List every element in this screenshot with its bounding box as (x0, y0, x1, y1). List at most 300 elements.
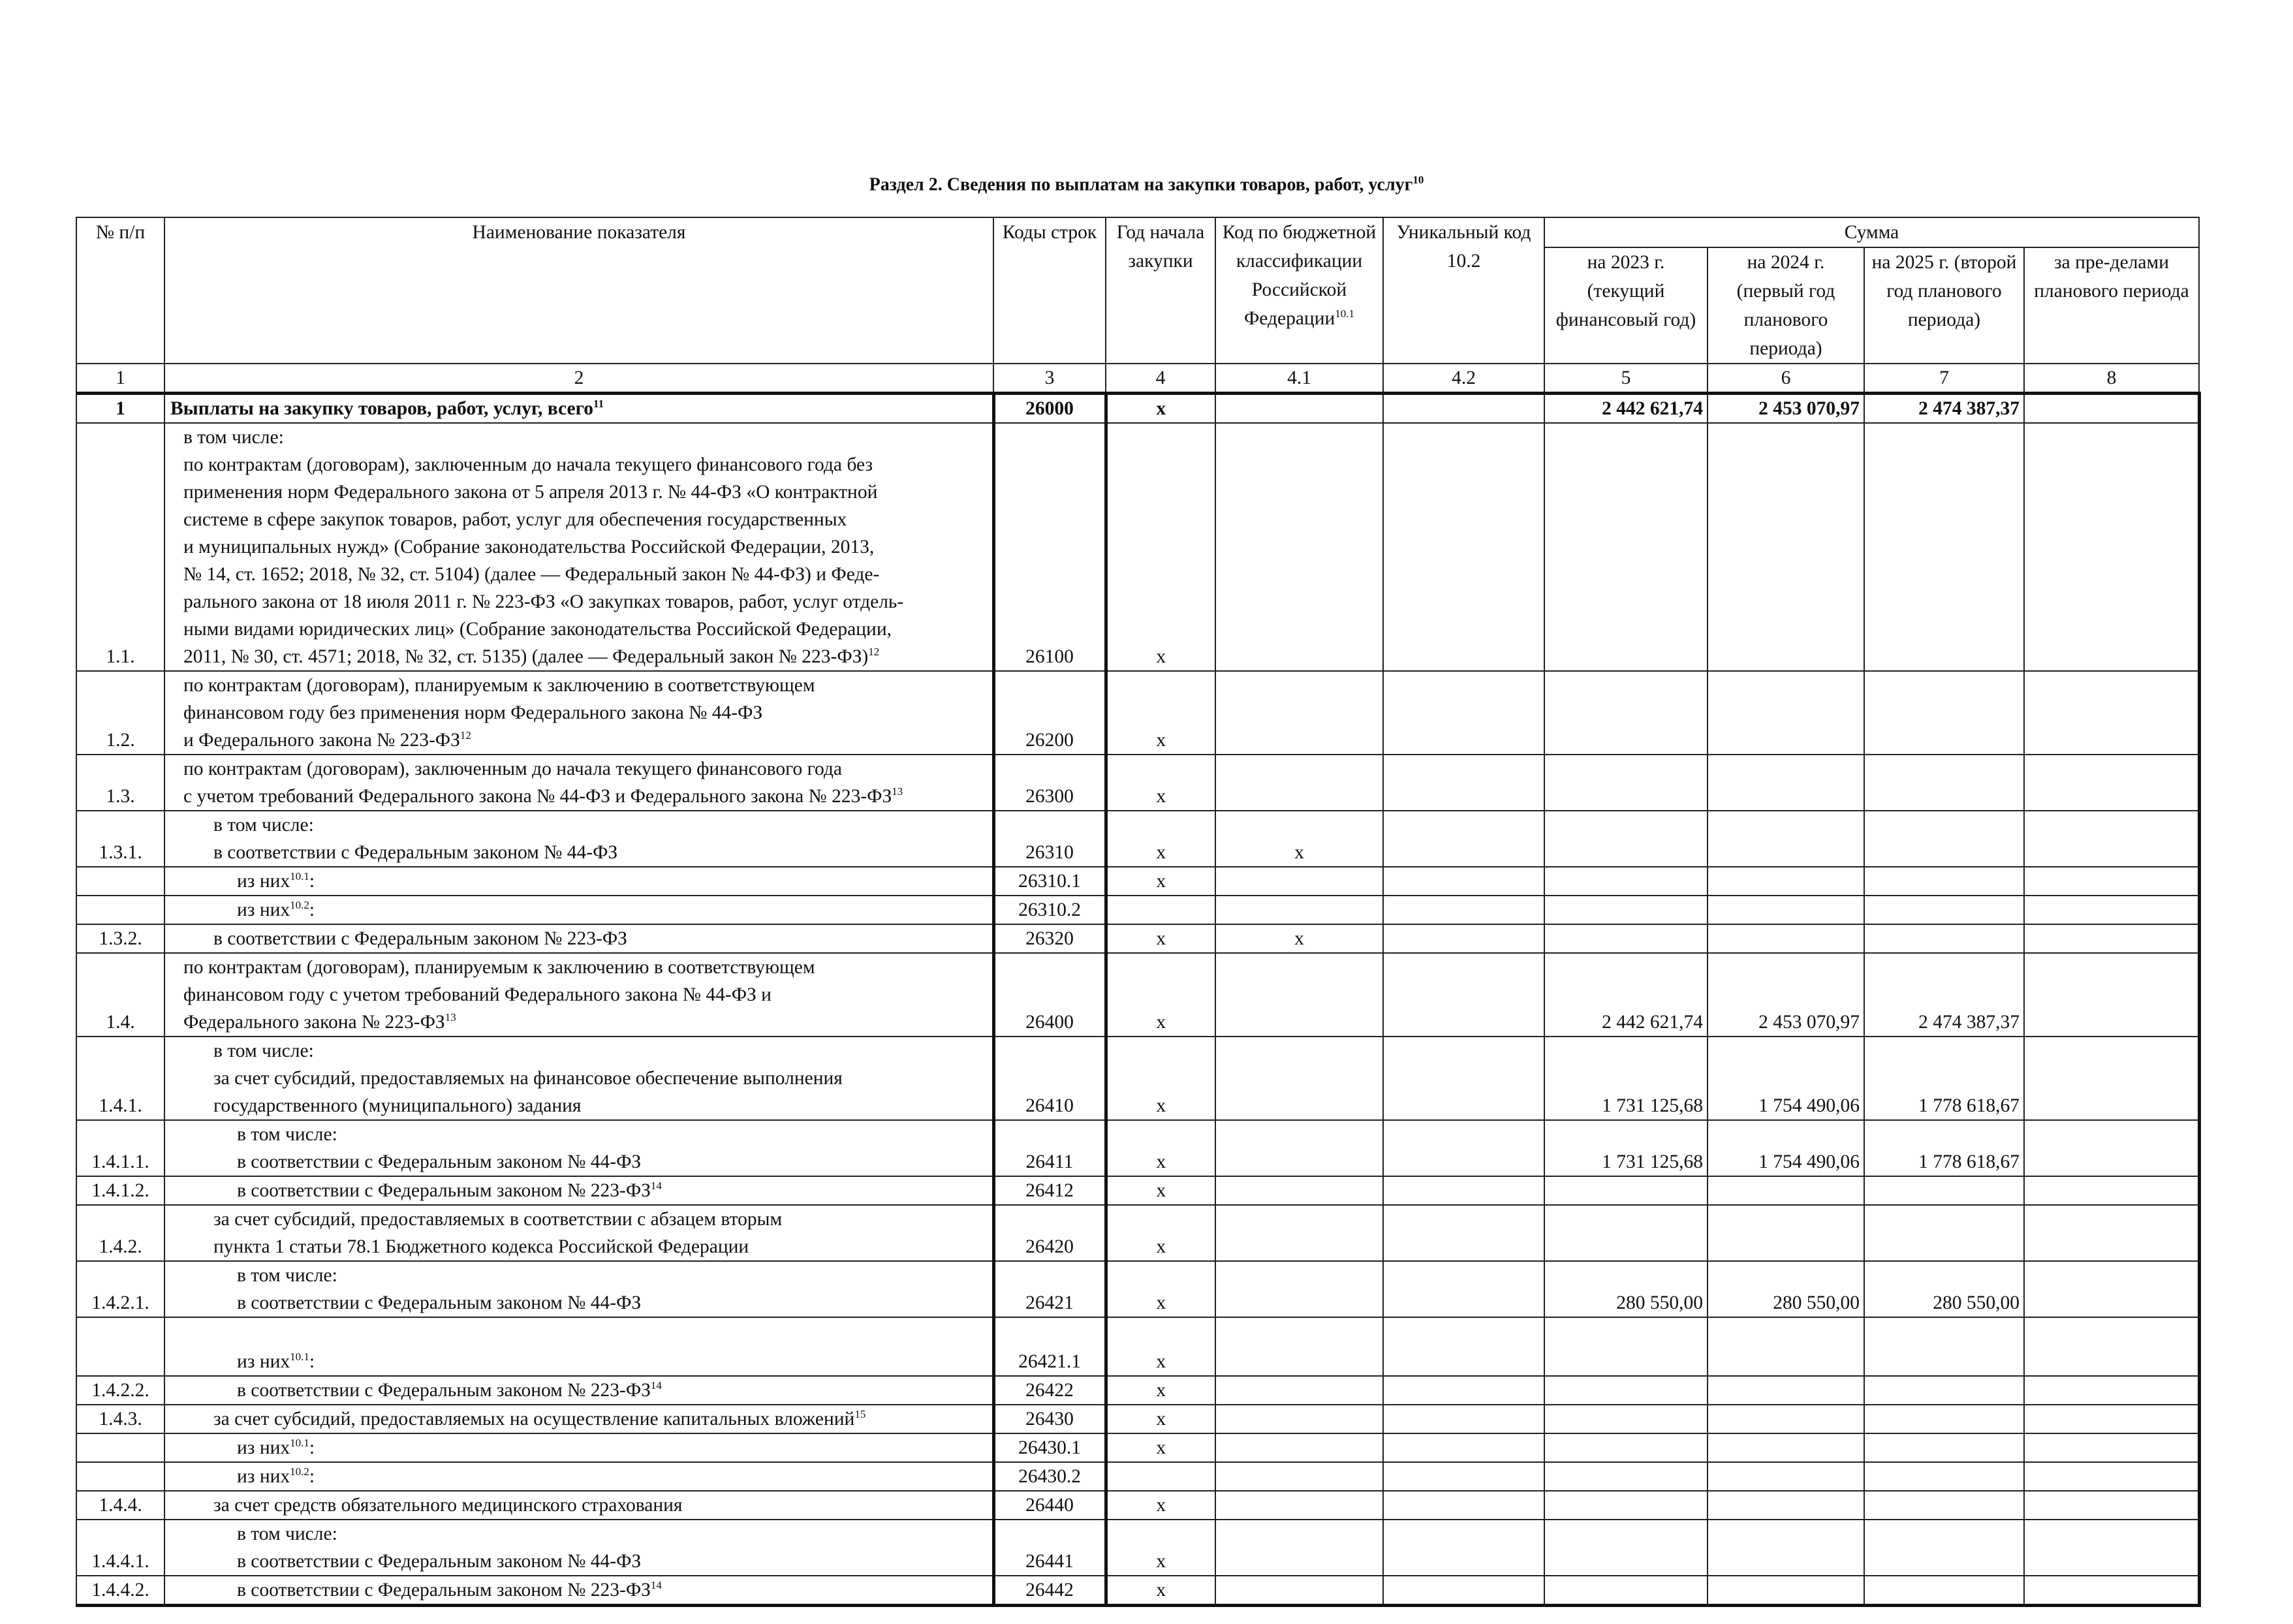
row-name-line: в том числе: (237, 1124, 337, 1145)
row-kbk (1215, 1317, 1383, 1376)
row-sum-2025 (1864, 1433, 2024, 1462)
header-sum: Сумма (1544, 217, 2199, 247)
row-name-text: из них (237, 1437, 290, 1458)
row-name-text: в соответствии с Федеральным законом № 223-ФЗ (237, 1380, 651, 1401)
row-kbk (1215, 896, 1383, 924)
row-name-text: в соответствии с Федеральным законом № 44-ФЗ (237, 1151, 642, 1172)
colnum: 1 (76, 364, 164, 394)
row-number: 1 (76, 394, 164, 424)
row-kbk (1215, 1520, 1383, 1576)
row-code: 26421 (993, 1261, 1106, 1317)
row-unique (1383, 1037, 1544, 1120)
row-name-last-line (183, 726, 988, 754)
row-sum-2023 (1544, 1576, 1708, 1606)
row-unique (1383, 1462, 1544, 1491)
row-code: 26320 (993, 924, 1106, 953)
row-sum-2024: 2 453 070,97 (1708, 394, 1864, 424)
row-sum-2023 (1544, 924, 1708, 953)
row-unique (1383, 755, 1544, 811)
row-number: 1.4.1.2. (76, 1176, 164, 1205)
row-kbk (1215, 1462, 1383, 1491)
row-footnote: 10.2 (290, 1465, 309, 1478)
row-footnote: 14 (650, 1579, 662, 1592)
row-unique (1383, 1576, 1544, 1606)
row-sum-2023 (1544, 671, 1708, 755)
row-sum-2025 (1864, 1462, 2024, 1491)
row-footnote: 13 (445, 1011, 456, 1024)
table-row (76, 1176, 2199, 1205)
row-sum-2024 (1708, 867, 1864, 896)
table-row (76, 1376, 2199, 1405)
row-number: 1.2. (76, 671, 164, 755)
row-name (164, 1576, 993, 1606)
row-year: x (1106, 1317, 1215, 1376)
row-unique (1383, 1317, 1544, 1376)
row-number (76, 867, 164, 896)
row-name-last-line (183, 783, 988, 810)
row-name-text: из них (237, 899, 290, 920)
row-sum-2024: 2 453 070,97 (1708, 953, 1864, 1037)
row-sum-2024 (1708, 811, 1864, 867)
row-code: 26310.2 (993, 896, 1106, 924)
row-sum-2025 (1864, 755, 2024, 811)
row-code: 26310 (993, 811, 1106, 867)
row-suffix: : (309, 1437, 315, 1458)
row-sum-2025 (1864, 423, 2024, 671)
row-name-text: пункта 1 статьи 78.1 Бюджетного кодекса Российской Федерации (213, 1236, 749, 1257)
row-footnote: 12 (460, 729, 471, 742)
row-suffix: : (309, 899, 315, 920)
row-name-last-line (170, 395, 988, 422)
row-sum-2023: 2 442 621,74 (1544, 394, 1708, 424)
row-sum-beyond (2024, 924, 2199, 953)
row-sum-2023 (1544, 1376, 1708, 1405)
row-sum-2025: 2 474 387,37 (1864, 394, 2024, 424)
table-row (76, 867, 2199, 896)
row-number: 1.1. (76, 423, 164, 671)
row-name-line: по контрактам (договорам), планируемым к заключению в соответствующем (183, 957, 815, 978)
row-sum-beyond (2024, 896, 2199, 924)
row-name-line: в том числе: (183, 427, 284, 448)
row-number: 1.3.1. (76, 811, 164, 867)
row-code: 26421.1 (993, 1317, 1106, 1376)
row-unique (1383, 1433, 1544, 1462)
row-unique (1383, 1205, 1544, 1261)
row-kbk (1215, 1037, 1383, 1120)
row-unique (1383, 953, 1544, 1037)
row-name-last-line (237, 1289, 988, 1317)
row-sum-2024 (1708, 671, 1864, 755)
row-unique (1383, 394, 1544, 424)
row-sum-2024: 1 754 490,06 (1708, 1120, 1864, 1176)
table-row (76, 896, 2199, 924)
row-sum-2024 (1708, 755, 1864, 811)
row-sum-beyond (2024, 1037, 2199, 1120)
row-unique (1383, 1261, 1544, 1317)
row-sum-2023 (1544, 1405, 1708, 1433)
table-body (76, 394, 2199, 1606)
row-year (1106, 896, 1215, 924)
row-sum-2023 (1544, 1491, 1708, 1520)
row-year: x (1106, 1261, 1215, 1317)
row-name-last-line (237, 867, 988, 895)
row-name-line: финансовом году с учетом требований Федерального закона № 44-ФЗ и (183, 984, 772, 1005)
row-suffix: : (309, 1351, 315, 1372)
row-year: x (1106, 1037, 1215, 1120)
row-year: x (1106, 394, 1215, 424)
row-footnote: 14 (650, 1179, 662, 1193)
row-name-last-line (213, 1233, 988, 1260)
row-name-line: ными видами юридических лиц» (Собрание законодательства Российской Федерации, (183, 619, 892, 640)
row-name-text: с учетом требований Федерального закона № 44-ФЗ и Федерального закона № 223-ФЗ (183, 786, 892, 807)
row-code: 26422 (993, 1376, 1106, 1405)
row-sum-2023 (1544, 1176, 1708, 1205)
row-unique (1383, 1176, 1544, 1205)
table-row (76, 671, 2199, 755)
row-sum-beyond (2024, 423, 2199, 671)
row-kbk (1215, 1176, 1383, 1205)
row-number (76, 1462, 164, 1491)
row-name-text: и Федерального закона № 223-ФЗ (183, 730, 460, 751)
row-name (164, 1462, 993, 1491)
row-sum-2023 (1544, 1520, 1708, 1576)
row-name (164, 953, 993, 1037)
row-sum-2024 (1708, 1520, 1864, 1576)
row-sum-2025: 2 474 387,37 (1864, 953, 2024, 1037)
row-sum-beyond (2024, 1462, 2199, 1491)
row-number: 1.4.4.1. (76, 1520, 164, 1576)
colnum: 4.2 (1383, 364, 1544, 394)
row-year: x (1106, 1120, 1215, 1176)
row-code: 26420 (993, 1205, 1106, 1261)
row-name-last-line (237, 1348, 988, 1375)
row-name-text: в соответствии с Федеральным законом № 44-ФЗ (213, 842, 618, 863)
row-year: x (1106, 811, 1215, 867)
row-number: 1.4.1. (76, 1037, 164, 1120)
row-unique (1383, 896, 1544, 924)
row-sum-beyond (2024, 867, 2199, 896)
header-year-2025: на 2025 г. (второй год планового периода) (1864, 247, 2024, 364)
row-sum-beyond (2024, 1376, 2199, 1405)
colnum: 7 (1864, 364, 2024, 394)
row-sum-2024 (1708, 423, 1864, 671)
row-name-text: из них (237, 871, 290, 892)
row-unique (1383, 1520, 1544, 1576)
row-footnote: 12 (868, 646, 880, 659)
row-year: x (1106, 423, 1215, 671)
row-code: 26000 (993, 394, 1106, 424)
row-unique (1383, 1120, 1544, 1176)
row-unique (1383, 1405, 1544, 1433)
row-sum-2025 (1864, 671, 2024, 755)
row-sum-2024 (1708, 1317, 1864, 1376)
page-title-footnote: 10 (1412, 174, 1424, 186)
row-name-last-line (237, 1434, 988, 1461)
row-name-text: Федерального закона № 223-ФЗ (183, 1012, 445, 1033)
row-code: 26100 (993, 423, 1106, 671)
table-row (76, 1405, 2199, 1433)
row-year: x (1106, 1176, 1215, 1205)
row-number (76, 1317, 164, 1376)
row-name (164, 867, 993, 896)
row-sum-beyond (2024, 755, 2199, 811)
colnum: 4 (1106, 364, 1215, 394)
row-name (164, 1405, 993, 1433)
row-sum-beyond (2024, 1261, 2199, 1317)
table-row (76, 1462, 2199, 1491)
page-title (0, 168, 2293, 196)
row-name-last-line (237, 896, 988, 924)
row-sum-2023 (1544, 811, 1708, 867)
row-name-last-line (237, 1177, 988, 1204)
row-kbk (1215, 1491, 1383, 1520)
row-sum-beyond (2024, 1317, 2199, 1376)
row-name-line: системе в сфере закупок товаров, работ, услуг для обеспечения государственных (183, 509, 847, 530)
row-name-text: за счет субсидий, предоставляемых на осуществление капитальных вложений (213, 1409, 855, 1429)
row-code: 26441 (993, 1520, 1106, 1576)
colnum: 2 (164, 364, 993, 394)
row-name-last-line (213, 1405, 988, 1433)
colnum: 4.1 (1215, 364, 1383, 394)
row-name-line: применения норм Федерального закона от 5 апреля 2013 г. № 44-ФЗ «О контрактной (183, 482, 878, 503)
table-row (76, 1433, 2199, 1462)
row-sum-2025 (1864, 1317, 2024, 1376)
row-name-last-line (237, 1548, 988, 1575)
row-name-last-line (183, 1008, 988, 1036)
row-name-line: в том числе: (237, 1265, 337, 1286)
table-row (76, 1491, 2199, 1520)
row-sum-beyond (2024, 953, 2199, 1037)
row-sum-2024 (1708, 1376, 1864, 1405)
row-kbk (1215, 953, 1383, 1037)
row-code: 26442 (993, 1576, 1106, 1606)
row-footnote: 13 (892, 785, 903, 798)
row-code: 26430.2 (993, 1462, 1106, 1491)
row-unique (1383, 1376, 1544, 1405)
row-name (164, 1376, 993, 1405)
row-sum-2024: 280 550,00 (1708, 1261, 1864, 1317)
row-sum-2025 (1864, 867, 2024, 896)
header-year: Год начала закупки (1106, 217, 1215, 364)
table-row (76, 1317, 2199, 1376)
row-number: 1.4.2. (76, 1205, 164, 1261)
row-year: x (1106, 1576, 1215, 1606)
row-year: x (1106, 671, 1215, 755)
row-sum-2024 (1708, 1405, 1864, 1433)
row-sum-beyond (2024, 394, 2199, 424)
row-name-line: по контрактам (договорам), планируемым к заключению в соответствующем (183, 675, 815, 696)
row-sum-2023 (1544, 1205, 1708, 1261)
row-sum-beyond (2024, 1491, 2199, 1520)
row-kbk (1215, 1261, 1383, 1317)
row-name-last-line (213, 925, 988, 952)
table-row (76, 1037, 2199, 1120)
row-code: 26430.1 (993, 1433, 1106, 1462)
row-number: 1.4.2.2. (76, 1376, 164, 1405)
row-kbk (1215, 867, 1383, 896)
row-sum-2023: 2 442 621,74 (1544, 953, 1708, 1037)
header-unique: Уникальный код 10.2 (1383, 217, 1544, 364)
row-name-text: за счет средств обязательного медицинского страхования (213, 1495, 683, 1516)
row-kbk (1215, 1120, 1383, 1176)
row-year: x (1106, 1520, 1215, 1576)
row-sum-2024 (1708, 1433, 1864, 1462)
row-sum-2025 (1864, 896, 2024, 924)
row-name-text: в соответствии с Федеральным законом № 223-ФЗ (237, 1580, 651, 1601)
header-kbk-text: Код по бюджетной классификации Российской Федерации (1222, 222, 1377, 329)
header-name: Наименование показателя (164, 217, 993, 364)
row-sum-2024 (1708, 896, 1864, 924)
row-unique (1383, 423, 1544, 671)
row-footnote: 11 (593, 398, 604, 411)
row-sum-2024 (1708, 1462, 1864, 1491)
row-name (164, 1176, 993, 1205)
row-sum-beyond (2024, 1120, 2199, 1176)
row-kbk (1215, 1405, 1383, 1433)
row-sum-2024 (1708, 924, 1864, 953)
table-row (76, 953, 2199, 1037)
table-row (76, 924, 2199, 953)
row-kbk (1215, 671, 1383, 755)
row-kbk (1215, 1576, 1383, 1606)
row-name-text: в соответствии с Федеральным законом № 44-ФЗ (237, 1551, 642, 1572)
row-sum-2025: 1 778 618,67 (1864, 1037, 2024, 1120)
row-year: x (1106, 924, 1215, 953)
row-name-line: по контрактам (договорам), заключенным до начала текущего финансового года (183, 758, 842, 779)
payments-table (76, 217, 2201, 1607)
row-name-text: в соответствии с Федеральным законом № 44-ФЗ (237, 1292, 642, 1313)
row-sum-beyond (2024, 811, 2199, 867)
header-kbk (1215, 217, 1383, 364)
row-footnote: 10.2 (290, 899, 309, 912)
row-code: 26400 (993, 953, 1106, 1037)
row-footnote: 10.1 (290, 1437, 309, 1450)
row-footnote: 10.1 (290, 1351, 309, 1364)
row-name (164, 394, 993, 424)
row-number: 1.4. (76, 953, 164, 1037)
row-number: 1.3. (76, 755, 164, 811)
row-name-text: государственного (муниципального) задания (213, 1095, 582, 1116)
row-kbk: x (1215, 811, 1383, 867)
row-name (164, 811, 993, 867)
row-number: 1.4.1.1. (76, 1120, 164, 1176)
row-name-line: финансовом году без применения норм Федерального закона № 44-ФЗ (183, 702, 763, 723)
row-name (164, 896, 993, 924)
row-year: x (1106, 1491, 1215, 1520)
row-kbk (1215, 1205, 1383, 1261)
row-sum-2025: 1 778 618,67 (1864, 1120, 2024, 1176)
table-row (76, 394, 2199, 424)
row-year: x (1106, 755, 1215, 811)
row-kbk (1215, 423, 1383, 671)
row-name-line: за счет субсидий, предоставляемых на финансовое обеспечение выполнения (213, 1068, 843, 1089)
row-code: 26300 (993, 755, 1106, 811)
row-name-text: Выплаты на закупку товаров, работ, услуг, всего (170, 398, 594, 419)
row-sum-2023 (1544, 1317, 1708, 1376)
row-name (164, 1205, 993, 1261)
row-code: 26200 (993, 671, 1106, 755)
row-sum-beyond (2024, 1176, 2199, 1205)
row-sum-2023 (1544, 1433, 1708, 1462)
table-row (76, 1520, 2199, 1576)
row-number (76, 896, 164, 924)
column-numbers-row (76, 364, 2199, 394)
colnum: 3 (993, 364, 1106, 394)
row-sum-2023: 1 731 125,68 (1544, 1037, 1708, 1120)
row-name-last-line (183, 643, 988, 670)
row-sum-2024 (1708, 1576, 1864, 1606)
row-sum-2025 (1864, 1376, 2024, 1405)
header-beyond: за пре-делами планового периода (2024, 247, 2199, 364)
row-name-last-line (213, 839, 988, 866)
row-name-last-line (237, 1576, 988, 1604)
row-unique (1383, 671, 1544, 755)
row-suffix: : (309, 871, 315, 892)
row-code: 26411 (993, 1120, 1106, 1176)
header-year-2023: на 2023 г. (текущий финансовый год) (1544, 247, 1708, 364)
row-year: x (1106, 1376, 1215, 1405)
row-sum-2024 (1708, 1205, 1864, 1261)
row-year (1106, 1462, 1215, 1491)
row-kbk (1215, 1433, 1383, 1462)
colnum: 5 (1544, 364, 1708, 394)
row-sum-2023 (1544, 896, 1708, 924)
row-sum-2025 (1864, 1576, 2024, 1606)
row-number: 1.4.4.2. (76, 1576, 164, 1606)
row-sum-2023 (1544, 423, 1708, 671)
header-code: Коды строк (993, 217, 1106, 364)
header-year-2024: на 2024 г. (первый год планового периода) (1708, 247, 1864, 364)
row-name-line: по контрактам (договорам), заключенным до начала текущего финансового года без (183, 454, 873, 475)
table-row (76, 1205, 2199, 1261)
header-num: № п/п (76, 217, 164, 364)
row-sum-2025 (1864, 1405, 2024, 1433)
row-name-text: в соответствии с Федеральным законом № 223-ФЗ (237, 1180, 651, 1201)
row-name-last-line (213, 1092, 988, 1119)
row-name (164, 1491, 993, 1520)
row-name-text: в соответствии с Федеральным законом № 223-ФЗ (213, 928, 627, 949)
row-sum-2023 (1544, 755, 1708, 811)
row-sum-2024 (1708, 1491, 1864, 1520)
row-sum-2023 (1544, 1462, 1708, 1491)
row-name-line: в том числе: (237, 1523, 337, 1544)
row-name (164, 1317, 993, 1376)
row-year: x (1106, 953, 1215, 1037)
row-footnote: 14 (650, 1379, 662, 1392)
table-header (76, 217, 2199, 394)
row-name-text: 2011, № 30, ст. 4571; 2018, № 32, ст. 5135) (далее — Федеральный закон № 223-ФЗ) (183, 646, 869, 667)
row-sum-2025 (1864, 1491, 2024, 1520)
row-year: x (1106, 1205, 1215, 1261)
row-name-last-line (237, 1148, 988, 1176)
row-code: 26412 (993, 1176, 1106, 1205)
row-unique (1383, 811, 1544, 867)
row-name-last-line (237, 1377, 988, 1404)
row-sum-2025: 280 550,00 (1864, 1261, 2024, 1317)
table-row (76, 1120, 2199, 1176)
table-row (76, 755, 2199, 811)
row-year: x (1106, 867, 1215, 896)
row-sum-beyond (2024, 1405, 2199, 1433)
row-name-text: из них (237, 1466, 290, 1487)
row-name-line: в том числе: (213, 1040, 314, 1061)
row-code: 26410 (993, 1037, 1106, 1120)
row-sum-2023: 1 731 125,68 (1544, 1120, 1708, 1176)
row-sum-2025 (1864, 924, 2024, 953)
colnum: 6 (1708, 364, 1864, 394)
row-name-line: в том числе: (213, 815, 314, 835)
row-footnote: 15 (854, 1408, 866, 1421)
